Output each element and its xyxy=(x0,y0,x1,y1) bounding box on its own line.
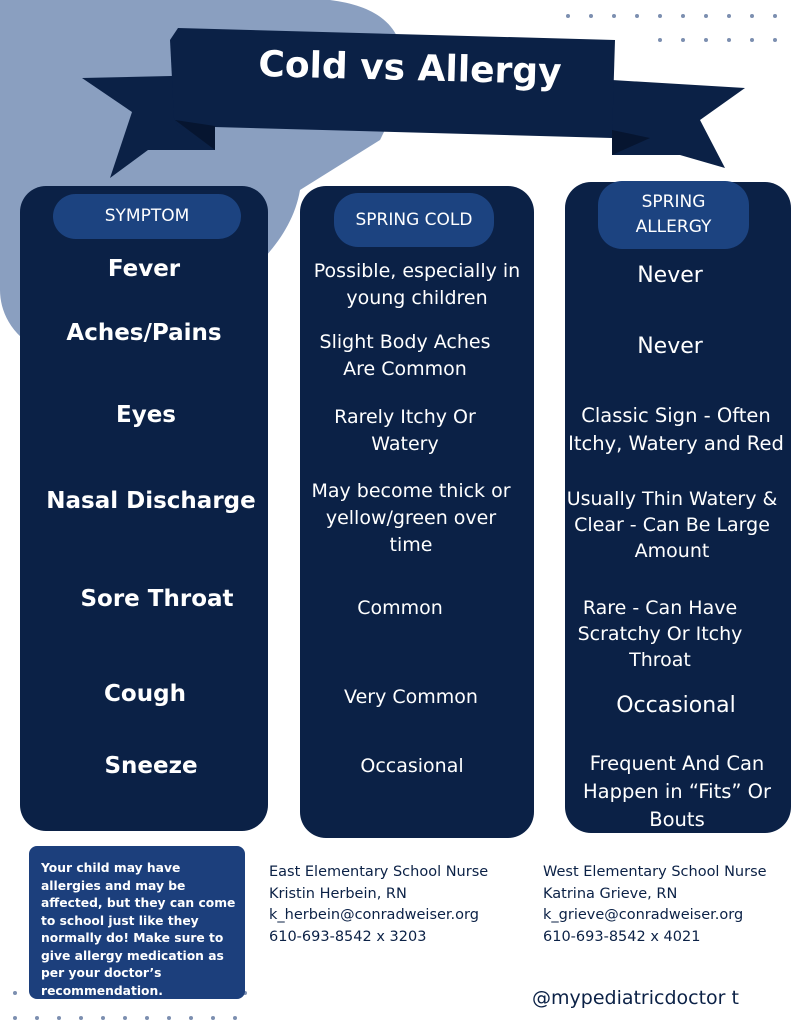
contact-east-school: East Elementary School Nurse xyxy=(269,864,489,880)
page-title: Cold vs Allergy xyxy=(257,44,563,93)
cold-aches-pains: Slight Body Aches Are Common xyxy=(319,331,491,380)
symptom-eyes: Eyes xyxy=(116,402,176,428)
allergy-sneeze: Frequent And Can Happen in “Fits” Or Bouts xyxy=(582,752,772,831)
cold-sneeze: Occasional xyxy=(360,755,464,777)
contact-east xyxy=(269,862,488,948)
contact-east-email[interactable]: k_herbein@conradweiser.org xyxy=(269,907,479,923)
allergy-nasal-discharge: Usually Thin Watery & Clear - Can Be Large Amount xyxy=(566,488,778,562)
symptom-nasal-discharge: Nasal Discharge xyxy=(46,488,256,514)
symptom-cough: Cough xyxy=(104,681,186,707)
contact-east-phone: 610-693-8542 x 3203 xyxy=(269,928,427,945)
symptom-aches-pains: Aches/Pains xyxy=(66,320,222,346)
spring-cold-header: SPRING COLD xyxy=(334,193,494,247)
symptom-sneeze: Sneeze xyxy=(104,753,198,779)
allergy-fever: Never xyxy=(637,263,703,288)
allergy-cough: Occasional xyxy=(616,693,736,718)
cold-nasal-discharge: May become thick or yellow/green over time xyxy=(311,480,511,556)
spring-allergy-header-label: SPRING ALLERGY xyxy=(635,192,712,237)
cold-cough: Very Common xyxy=(344,686,478,708)
cold-fever: Possible, especially in young children xyxy=(313,260,521,309)
spring-allergy-header xyxy=(598,181,749,249)
allergy-aches-pains: Never xyxy=(637,334,703,359)
contact-west-email[interactable]: k_grieve@conradweiser.org xyxy=(543,907,744,923)
social-handle: @mypediatricdoctor t xyxy=(532,987,739,1009)
cold-sore-throat: Common xyxy=(357,597,443,619)
contact-east-name: Kristin Herbein, RN xyxy=(269,885,407,902)
contact-west-school: West Elementary School Nurse xyxy=(543,864,767,880)
symptom-fever: Fever xyxy=(107,256,181,282)
allergy-eyes: Classic Sign - Often Itchy, Watery and Red xyxy=(568,404,784,455)
symptom-header: SYMPTOM xyxy=(53,194,241,239)
allergy-sore-throat: Rare - Can Have Scratchy Or Itchy Throat xyxy=(577,597,743,671)
contact-west-phone: 610-693-8542 x 4021 xyxy=(543,928,701,945)
cold-eyes: Rarely Itchy Or Watery xyxy=(334,406,476,455)
allergy-note: Your child may have allergies and may be affected, but they can come to school just like they normally do! Make sure to give allergy medication as per your doctor’s recommendation. xyxy=(29,846,245,999)
symptom-sore-throat: Sore Throat xyxy=(80,586,234,612)
contact-west-name: Katrina Grieve, RN xyxy=(543,885,678,902)
contact-west xyxy=(543,862,767,948)
title-ribbon xyxy=(0,0,791,190)
